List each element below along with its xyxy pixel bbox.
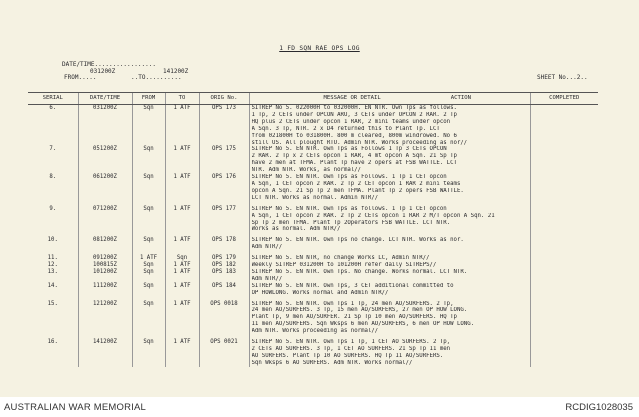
date-time-cell: 061200Z (78, 174, 132, 202)
message-cell (249, 269, 530, 283)
table-row (28, 105, 598, 147)
date-time-cell: 091200Z (78, 255, 132, 262)
date-time-cell: 081200Z (78, 237, 132, 251)
serial-cell: 13. (47, 268, 58, 275)
message-line: Plant Tp, 9 men AO/SURFER. 21 Sp Tp 10 men AO/SURFERS. HQ Tp (251, 314, 457, 321)
message-line: SITREP No 5. EN NTR. Own Tps. No change. Works normal. LCT NTR. (251, 268, 468, 275)
date-time-cell: 121200Z (78, 301, 132, 336)
message-line: SITREP No 5. EN NTR. Own Tps as Follows 1 Tp 3 CETs OPCON (251, 146, 447, 153)
message-line: 2 CETs AO SURFERS. 3 Tp, 1 CET AO SURFERS. 21 Sp Tp 11 men (251, 346, 451, 352)
table-row (28, 262, 598, 269)
table-header-row (28, 93, 598, 105)
serial-cell: 9. (49, 205, 57, 212)
date-time-cell: 141200Z (78, 339, 132, 367)
table-row (28, 339, 598, 367)
message-line: OP HOWLONG. Works normal and Admin NTR// (251, 289, 389, 296)
orig-no-cell: OPS 184 (199, 283, 249, 297)
message-cell (249, 255, 530, 262)
table-row (28, 174, 598, 202)
serial-cell: 10. (47, 237, 58, 244)
from-value: 031200Z (90, 68, 116, 75)
message-line: Adm NTR// (251, 275, 283, 282)
completed-cell (530, 283, 598, 297)
table-row (28, 301, 598, 336)
serial-cell: 15. (47, 300, 58, 307)
orig-no-cell: OPS 179 (199, 255, 249, 262)
from-cell: Sqn (132, 146, 165, 174)
orig-no-cell: OPS 182 (199, 262, 249, 269)
completed-cell (530, 255, 598, 262)
to-cell: 1 ATF (165, 237, 199, 251)
sheet-number-field: SHEET No...2.. (537, 74, 588, 81)
orig-no-cell: OPS 173 (199, 105, 249, 147)
date-time-cell: 101200Z (78, 269, 132, 283)
to-cell: 1 ATF (165, 174, 199, 202)
message-line: SITREP No 5. 022000H to 032000H. EN NTR. Own Tps as follows. (251, 105, 457, 111)
orig-no-cell: OPS 0018 (199, 301, 249, 336)
message-line: from 021800H to 031800H. 800 m cleared, 800m windrowed. No 6 (251, 132, 457, 139)
document-title: 1 FD SQN RAE OPS LOG (279, 45, 360, 52)
footer-source: AUSTRALIAN WAR MEMORIAL (4, 402, 147, 413)
header-to: TO (165, 93, 199, 105)
sheet-label: SHEET No. (537, 74, 570, 81)
message-line: SITREP No 5. EN NTR. Own Tps 1 Tp, 24 men AO/SURFERS. 2 Tp, (251, 300, 454, 307)
message-line: LCT NTR. Works as normal. Admin NTR// (251, 194, 379, 201)
message-cell (249, 301, 530, 336)
to-label: TO (138, 74, 146, 81)
message-cell (249, 262, 530, 269)
from-to-field: FROM..... (64, 74, 97, 81)
from-label: FROM (64, 74, 79, 81)
serial-cell: 12. (47, 262, 58, 269)
message-line: SITREP No 5. EN NTR. Own Tps as Follows. 1 Tp 1 CET opcon (251, 174, 447, 181)
message-line: SITREP No 5. EN NTR, no change Works LC, Admin NTR// (251, 255, 430, 262)
message-line: still US. All plought RTU. Admin NTR. Works proceeding as nor// (251, 139, 468, 146)
to-label-wrap: ..TO.......... (131, 74, 182, 81)
sheet-value: 2 (576, 74, 581, 81)
message-cell (249, 283, 530, 297)
to-cell: 1 ATF (165, 301, 199, 336)
message-line: A Sqn, 1 CET opcon 2 RAR. 2 Tp 2 CET opcon 1 RAR 2 mini teams (251, 180, 461, 187)
table-row (28, 237, 598, 251)
header-orig-no: ORIG No. (199, 93, 249, 105)
serial-cell: 11. (47, 255, 58, 262)
to-cell: 1 ATF (165, 339, 199, 367)
message-line: SITREP No 5. EN NTR. Own Tps 1 Tp, 1 CET AO SURFERS. 2 Tp, (251, 339, 451, 346)
message-line: have 2 men at TFMA. Plant Tp have 2 opers at FSB WATTLE. LCT (251, 160, 457, 167)
ops-log-table (28, 92, 598, 367)
to-cell: 1 ATF (165, 269, 199, 283)
date-time-cell: 071200Z (78, 206, 132, 234)
from-cell: Sqn (132, 262, 165, 269)
message-line: Weekly SITREP 031200H to 101200H refer daily SITREPS// (251, 262, 437, 269)
message-line: 2 RAR. 2 Tp x 2 CETs opcon 1 RAR, 4 mt opcon A Sqn. 21 Sp Tp (251, 153, 457, 160)
from-cell: Sqn (132, 174, 165, 202)
to-cell: 1 ATF (165, 262, 199, 269)
message-line: A Sqn, 1 CET opcon 2 RAR. 2 Tp 2 CETs opcon 1 RAR 2 M/T opcon A Sqn. 21 (251, 212, 495, 219)
completed-cell (530, 269, 598, 283)
orig-no-cell: OPS 183 (199, 269, 249, 283)
to-cell: 1 ATF (165, 146, 199, 174)
from-cell: Sqn (132, 339, 165, 367)
message-line: HQ plus 2 CETs under opcon 1 RAR, 2 mini teams under opcon (251, 118, 451, 125)
table-row (28, 283, 598, 297)
message-line: A Sqn. 3 Tp, NTR. 2 x D4 returned this to Plant Tp. LCT (251, 125, 440, 132)
to-cell: 1 ATF (165, 206, 199, 234)
message-line: opcon A Sqn. 21 Sp Tp 2 men TFMA. Plant Tp 2 opers FSB WATTLE. (251, 187, 464, 194)
message-line: Sp Tp 2 men TFMA. Plant Tp 2Operators FSB WATTLE. LCT NTR. (251, 219, 451, 226)
header-serial: SERIAL (28, 93, 78, 105)
orig-no-cell: OPS 0021 (199, 339, 249, 367)
date-time-cell: 100815Z (78, 262, 132, 269)
message-line: Works as normal. Adm NTR// (251, 226, 341, 233)
table-row (28, 206, 598, 234)
completed-cell (530, 301, 598, 336)
table-body (28, 105, 598, 367)
completed-cell (530, 174, 598, 202)
message-line: NTR. Adm NTR. Works, as normal// (251, 167, 362, 174)
completed-cell (530, 146, 598, 174)
serial-cell: 7. (49, 146, 57, 153)
table-row (28, 269, 598, 283)
orig-no-cell: OPS 177 (199, 206, 249, 234)
message-line: 11 men AO/SURFERS. Sqn Wksps 6 men AO/SURFERS, 6 men OP HOW LONG. (251, 321, 475, 328)
table-row (28, 255, 598, 262)
orig-no-cell: OPS 175 (199, 146, 249, 174)
serial-cell: 8. (49, 174, 57, 181)
serial-cell: 16. (47, 339, 58, 346)
header-message-label: MESSAGE OR DETAIL (323, 95, 381, 102)
completed-cell (530, 237, 598, 251)
date-time-label: DATE/TIME (62, 61, 95, 68)
completed-cell (530, 105, 598, 147)
orig-no-cell: OPS 178 (199, 237, 249, 251)
from-cell: Sqn (132, 283, 165, 297)
date-time-cell: 051200Z (78, 146, 132, 174)
header-action-label: ACTION (450, 95, 471, 102)
message-cell (249, 206, 530, 234)
orig-no-cell: OPS 176 (199, 174, 249, 202)
from-cell: Sqn (132, 269, 165, 283)
completed-cell (530, 262, 598, 269)
message-line: Adm NTR// (251, 244, 283, 251)
to-cell: 1 ATF (165, 105, 199, 147)
completed-cell (530, 339, 598, 367)
from-cell: Sqn (132, 206, 165, 234)
message-line: Sqn Wksps 6 AO SURFERS. Adm NTR. Works normal// (251, 359, 413, 366)
header-from: FROM (132, 93, 165, 105)
message-line: 24 men AO/SURFERS. 3 Tp, 15 men AO/SURFERS, 27 men OP HOW LONG. (251, 307, 468, 314)
table-row (28, 146, 598, 174)
message-line: SITREP No 5. EN NTR. Own Tps no change. LCT NTR. Works as nor. (251, 237, 464, 244)
from-cell: Sqn (132, 237, 165, 251)
header-completed: COMPLETED (530, 93, 598, 105)
message-cell (249, 105, 530, 147)
serial-cell: 6. (49, 105, 57, 111)
archive-footer (0, 397, 639, 417)
message-line: SITREP No 5. EN NTR. Own Tps as follows. 1 Tp 1 CET opcon (251, 205, 447, 212)
message-cell (249, 237, 530, 251)
date-time-field: DATE/TIME................. (62, 61, 156, 68)
completed-cell (530, 206, 598, 234)
message-cell (249, 174, 530, 202)
message-line: 1 Tp, 2 CETs under OPCON ARU, 3 CETs under OPCON 2 RAR. 2 Tp (251, 111, 457, 118)
header-date-time: DATE/TIME (78, 93, 132, 105)
to-cell: Sqn (165, 255, 199, 262)
message-line: Adm NTR. Works proceeding as normal// (251, 328, 379, 335)
from-cell: Sqn (132, 105, 165, 147)
from-cell: Sqn (132, 301, 165, 336)
serial-cell: 14. (47, 282, 58, 289)
message-line: AO SURFERS. Plant Tp 10 AO SURFERS. HQ Tp 11 AO/SURFERS. (251, 352, 444, 359)
date-time-cell: 031200Z (78, 105, 132, 147)
message-cell (249, 339, 530, 367)
header-message (249, 93, 530, 105)
message-cell (249, 146, 530, 174)
from-cell: 1 ATF (132, 255, 165, 262)
message-line: SITREP No 5. EN NTR. Own Tps, 3 CET additional committed to (251, 282, 454, 289)
to-cell: 1 ATF (165, 283, 199, 297)
date-time-cell: 111200Z (78, 283, 132, 297)
to-value: 141200Z (163, 68, 189, 75)
footer-reference: RCDIG1028035 (565, 402, 633, 413)
